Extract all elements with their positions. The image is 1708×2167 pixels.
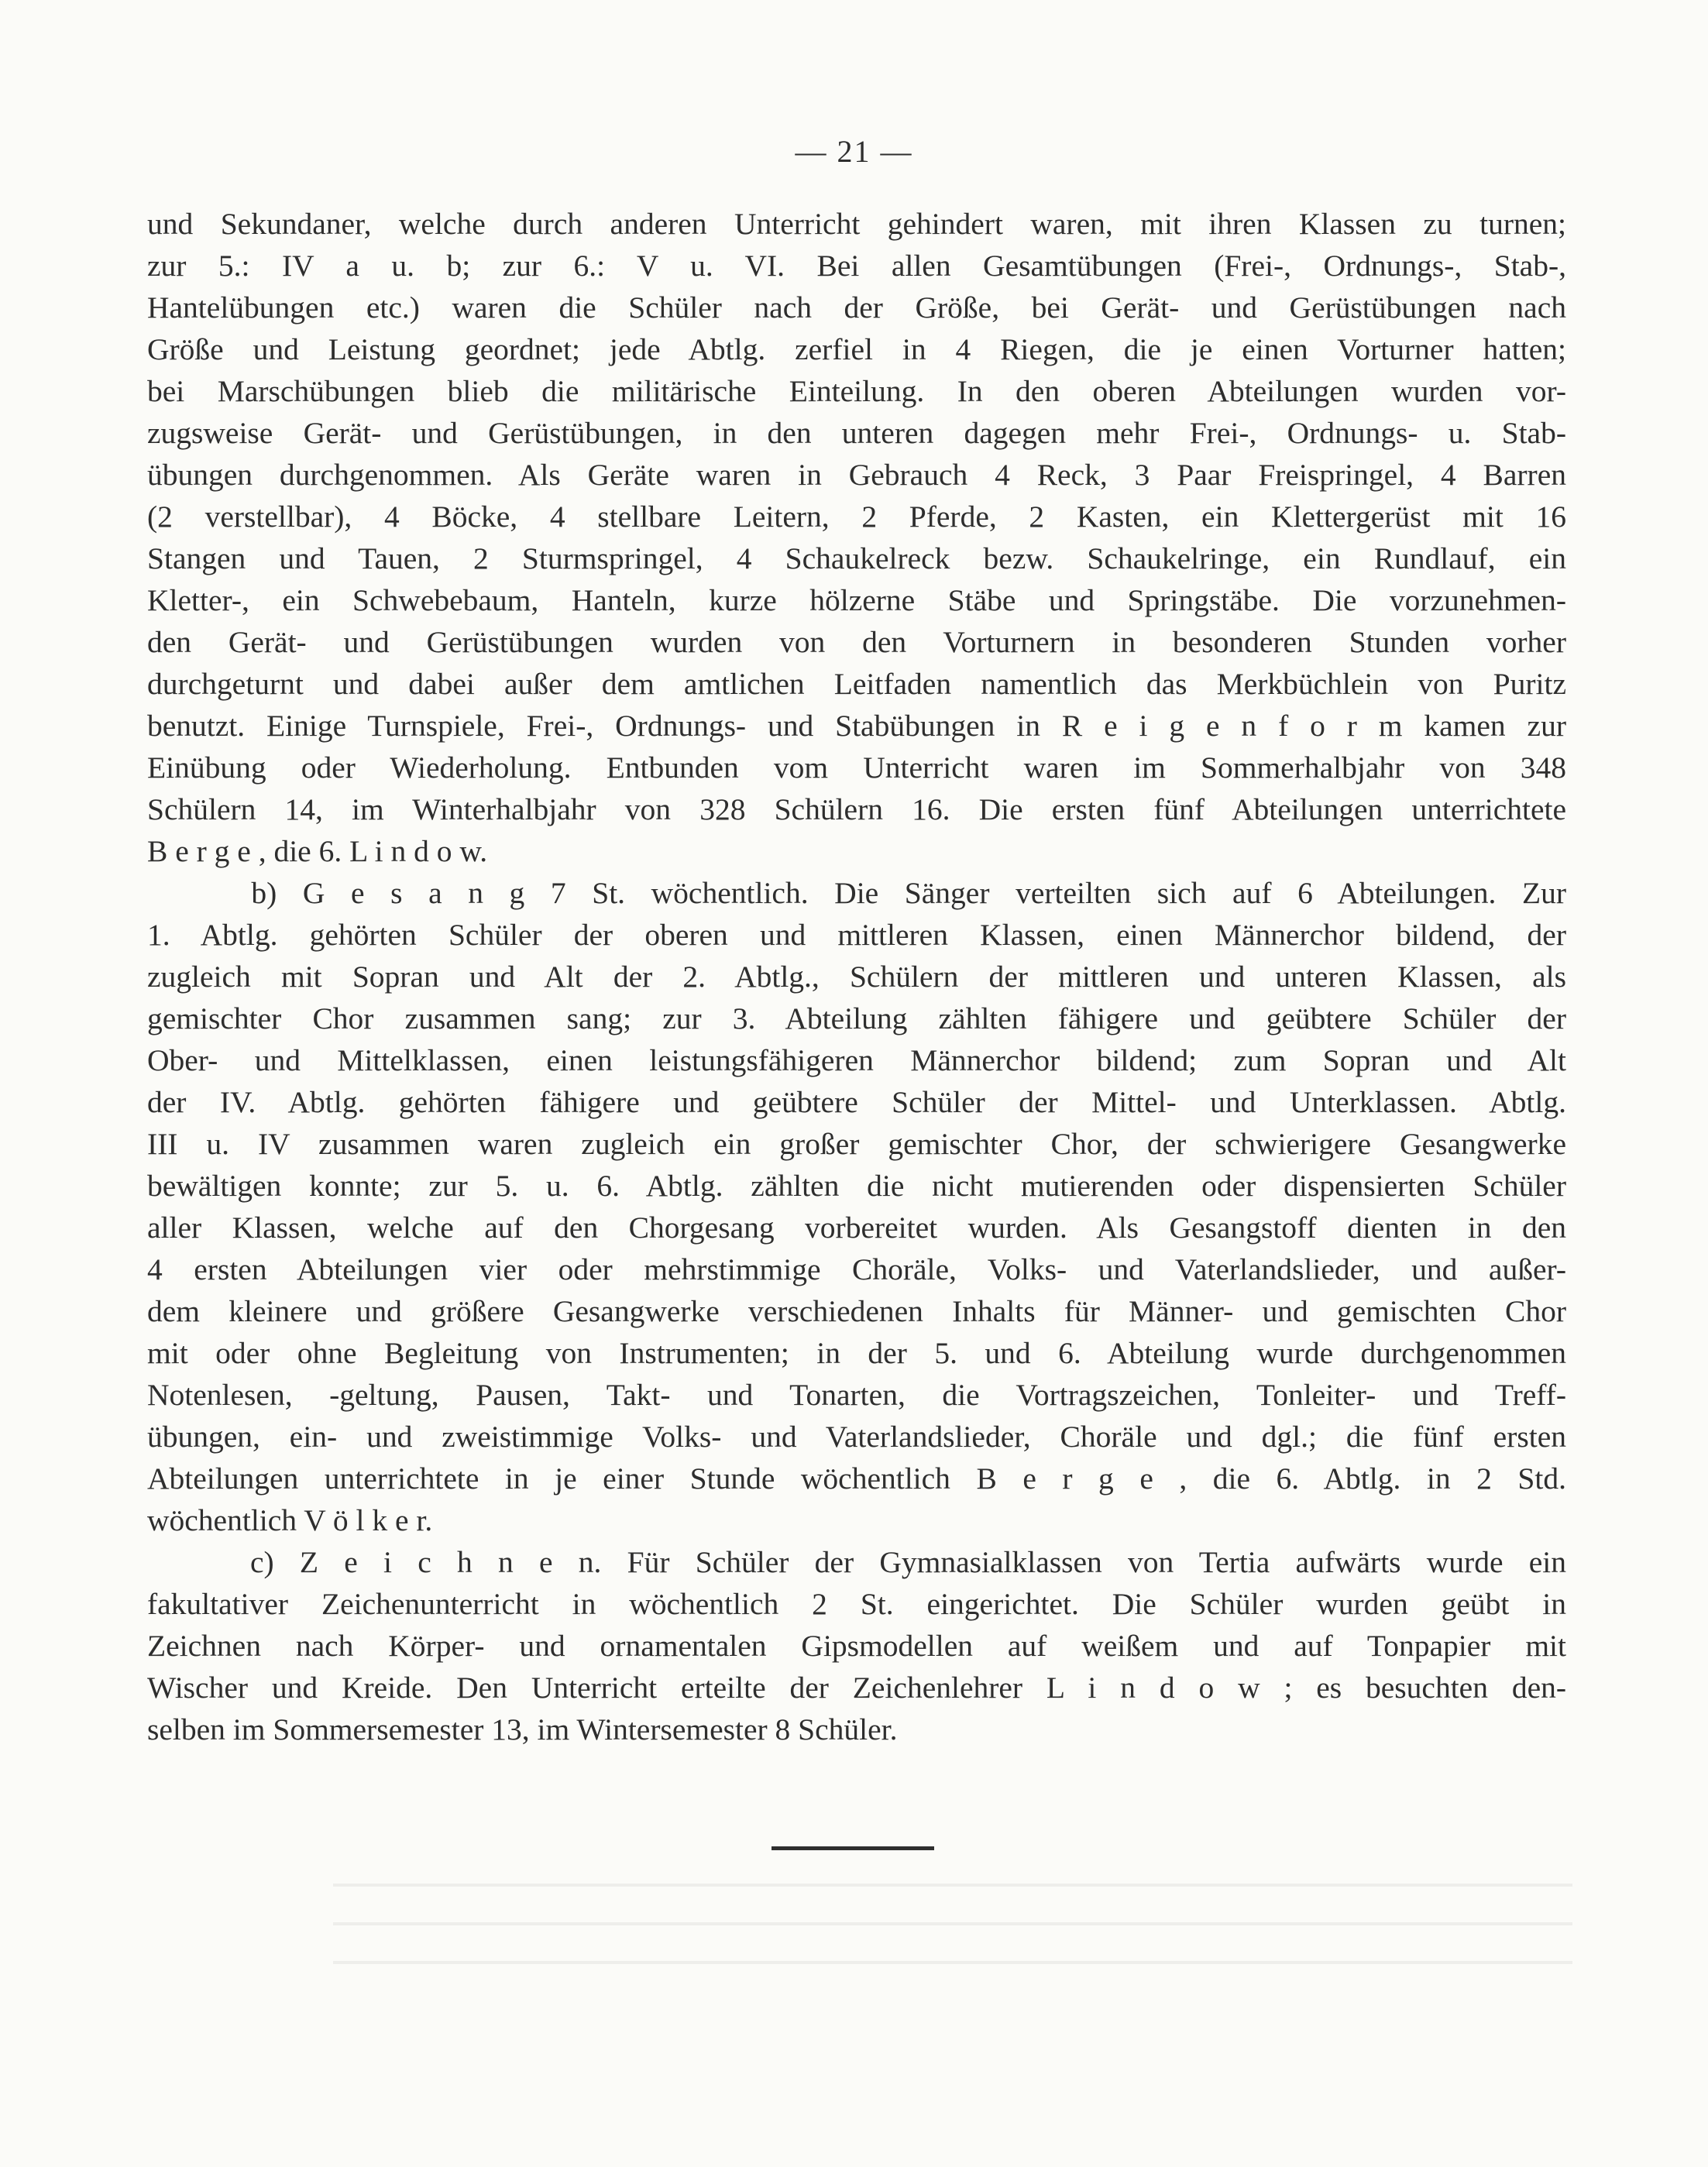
text-line: übungen durchgenommen. Als Geräte waren in Gebrauch 4 Reck, 3 Paar Freispringel, 4 Barren	[147, 458, 1566, 492]
text-line: durchgeturnt und dabei außer dem amtlichen Leitfaden namentlich das Merkbüchlein von Puritz	[147, 667, 1566, 701]
text-line: zugsweise Gerät- und Gerüstübungen, in den unteren dagegen mehr Frei-, Ordnungs- u. Stab-	[147, 416, 1566, 450]
text-line: Schülern 14, im Winterhalbjahr von 328 Schülern 16. Die ersten fünf Abteilungen unterrichtete	[147, 792, 1566, 826]
text-line: Abteilungen unterrichtete in je einer Stunde wöchentlich B e r g e , die 6. Abtlg. in 2 Std.	[147, 1461, 1566, 1496]
text-line: Ober- und Mittelklassen, einen leistungsfähigeren Männerchor bildend; zum Sopran und Alt	[147, 1043, 1566, 1077]
text-line: zugleich mit Sopran und Alt der 2. Abtlg., Schülern der mittleren und unteren Klassen, als	[147, 960, 1566, 994]
text-line: Einübung oder Wiederholung. Entbunden vom Unterricht waren im Sommerhalbjahr von 348	[147, 750, 1566, 785]
text-line: Hantelübungen etc.) waren die Schüler nach der Größe, bei Gerät- und Gerüstübungen nach	[147, 290, 1566, 325]
text-line: bei Marschübungen blieb die militärische Einteilung. In den oberen Abteilungen wurden vor-	[147, 374, 1566, 408]
text-line: und Sekundaner, welche durch anderen Unterricht gehindert waren, mit ihren Klassen zu turnen;	[147, 207, 1566, 241]
text-line: Zeichnen nach Körper- und ornamentalen Gipsmodellen auf weißem und auf Tonpapier mit	[147, 1629, 1566, 1663]
text-line: B e r g e , die 6. L i n d o w.	[147, 834, 488, 868]
text-line: III u. IV zusammen waren zugleich ein großer gemischter Chor, der schwierigere Gesangwerke	[147, 1127, 1566, 1161]
page-number: — 21 —	[795, 134, 913, 169]
text-line: bewältigen konnte; zur 5. u. 6. Abtlg. zählten die nicht mutierenden oder dispensierten Schüler	[147, 1169, 1566, 1203]
text-line: den Gerät- und Gerüstübungen wurden von den Vorturnern in besonderen Stunden vorher	[147, 625, 1566, 659]
body-text	[147, 203, 1566, 1750]
text-line: zur 5.: IV a u. b; zur 6.: V u. VI. Bei allen Gesamtübungen (Frei-, Ordnungs-, Stab-,	[147, 249, 1566, 283]
section-rule	[772, 1846, 934, 1850]
text-line: selben im Sommersemester 13, im Wintersemester 8 Schüler.	[147, 1712, 898, 1746]
text-line: wöchentlich V ö l k e r.	[147, 1503, 433, 1537]
text-line: benutzt. Einige Turnspiele, Frei-, Ordnungs- und Stabübungen in R e i g e n f o r m kamen zur	[147, 709, 1566, 743]
text-line: c) Z e i c h n e n. Für Schüler der Gymnasialklassen von Tertia aufwärts wurde ein	[147, 1545, 1566, 1579]
text-line: Notenlesen, -geltung, Pausen, Takt- und Tonarten, die Vortragszeichen, Tonleiter- und Treff-	[147, 1378, 1566, 1412]
text-line: der IV. Abtlg. gehörten fähigere und geübtere Schüler der Mittel- und Unterklassen. Abtlg.	[147, 1085, 1566, 1119]
text-line: Stangen und Tauen, 2 Sturmspringel, 4 Schaukelreck bezw. Schaukelringe, ein Rundlauf, ein	[147, 541, 1566, 575]
text-line: Wischer und Kreide. Den Unterricht erteilte der Zeichenlehrer L i n d o w ; es besuchten den-	[147, 1671, 1566, 1705]
text-line: übungen, ein- und zweistimmige Volks- und Vaterlandslieder, Choräle und dgl.; die fünf ersten	[147, 1420, 1566, 1454]
text-line: gemischter Chor zusammen sang; zur 3. Abteilung zählten fähigere und geübtere Schüler der	[147, 1001, 1566, 1035]
text-line: (2 verstellbar), 4 Böcke, 4 stellbare Leitern, 2 Pferde, 2 Kasten, ein Klettergerüst mit 16	[147, 500, 1566, 534]
text-line: 1. Abtlg. gehörten Schüler der oberen und mittleren Klassen, einen Männerchor bildend, der	[147, 918, 1566, 952]
show-through-texture	[333, 1867, 1572, 1983]
text-line: fakultativer Zeichenunterricht in wöchentlich 2 St. eingerichtet. Die Schüler wurden geübt in	[147, 1587, 1566, 1621]
text-line: Kletter-, ein Schwebebaum, Hanteln, kurze hölzerne Stäbe und Springstäbe. Die vorzunehmen-	[147, 583, 1566, 617]
text-line: Größe und Leistung geordnet; jede Abtlg. zerfiel in 4 Riegen, die je einen Vorturner hatten;	[147, 332, 1566, 366]
text-line: b) G e s a n g 7 St. wöchentlich. Die Sänger verteilten sich auf 6 Abteilungen. Zur	[147, 876, 1566, 910]
text-line: 4 ersten Abteilungen vier oder mehrstimmige Choräle, Volks- und Vaterlandslieder, und außer-	[147, 1252, 1566, 1286]
text-line: dem kleinere und größere Gesangwerke verschiedenen Inhalts für Männer- und gemischten Chor	[147, 1294, 1566, 1328]
text-line: mit oder ohne Begleitung von Instrumenten; in der 5. und 6. Abteilung wurde durchgenommen	[147, 1336, 1566, 1370]
text-line: aller Klassen, welche auf den Chorgesang vorbereitet wurden. Als Gesangstoff dienten in den	[147, 1211, 1566, 1245]
